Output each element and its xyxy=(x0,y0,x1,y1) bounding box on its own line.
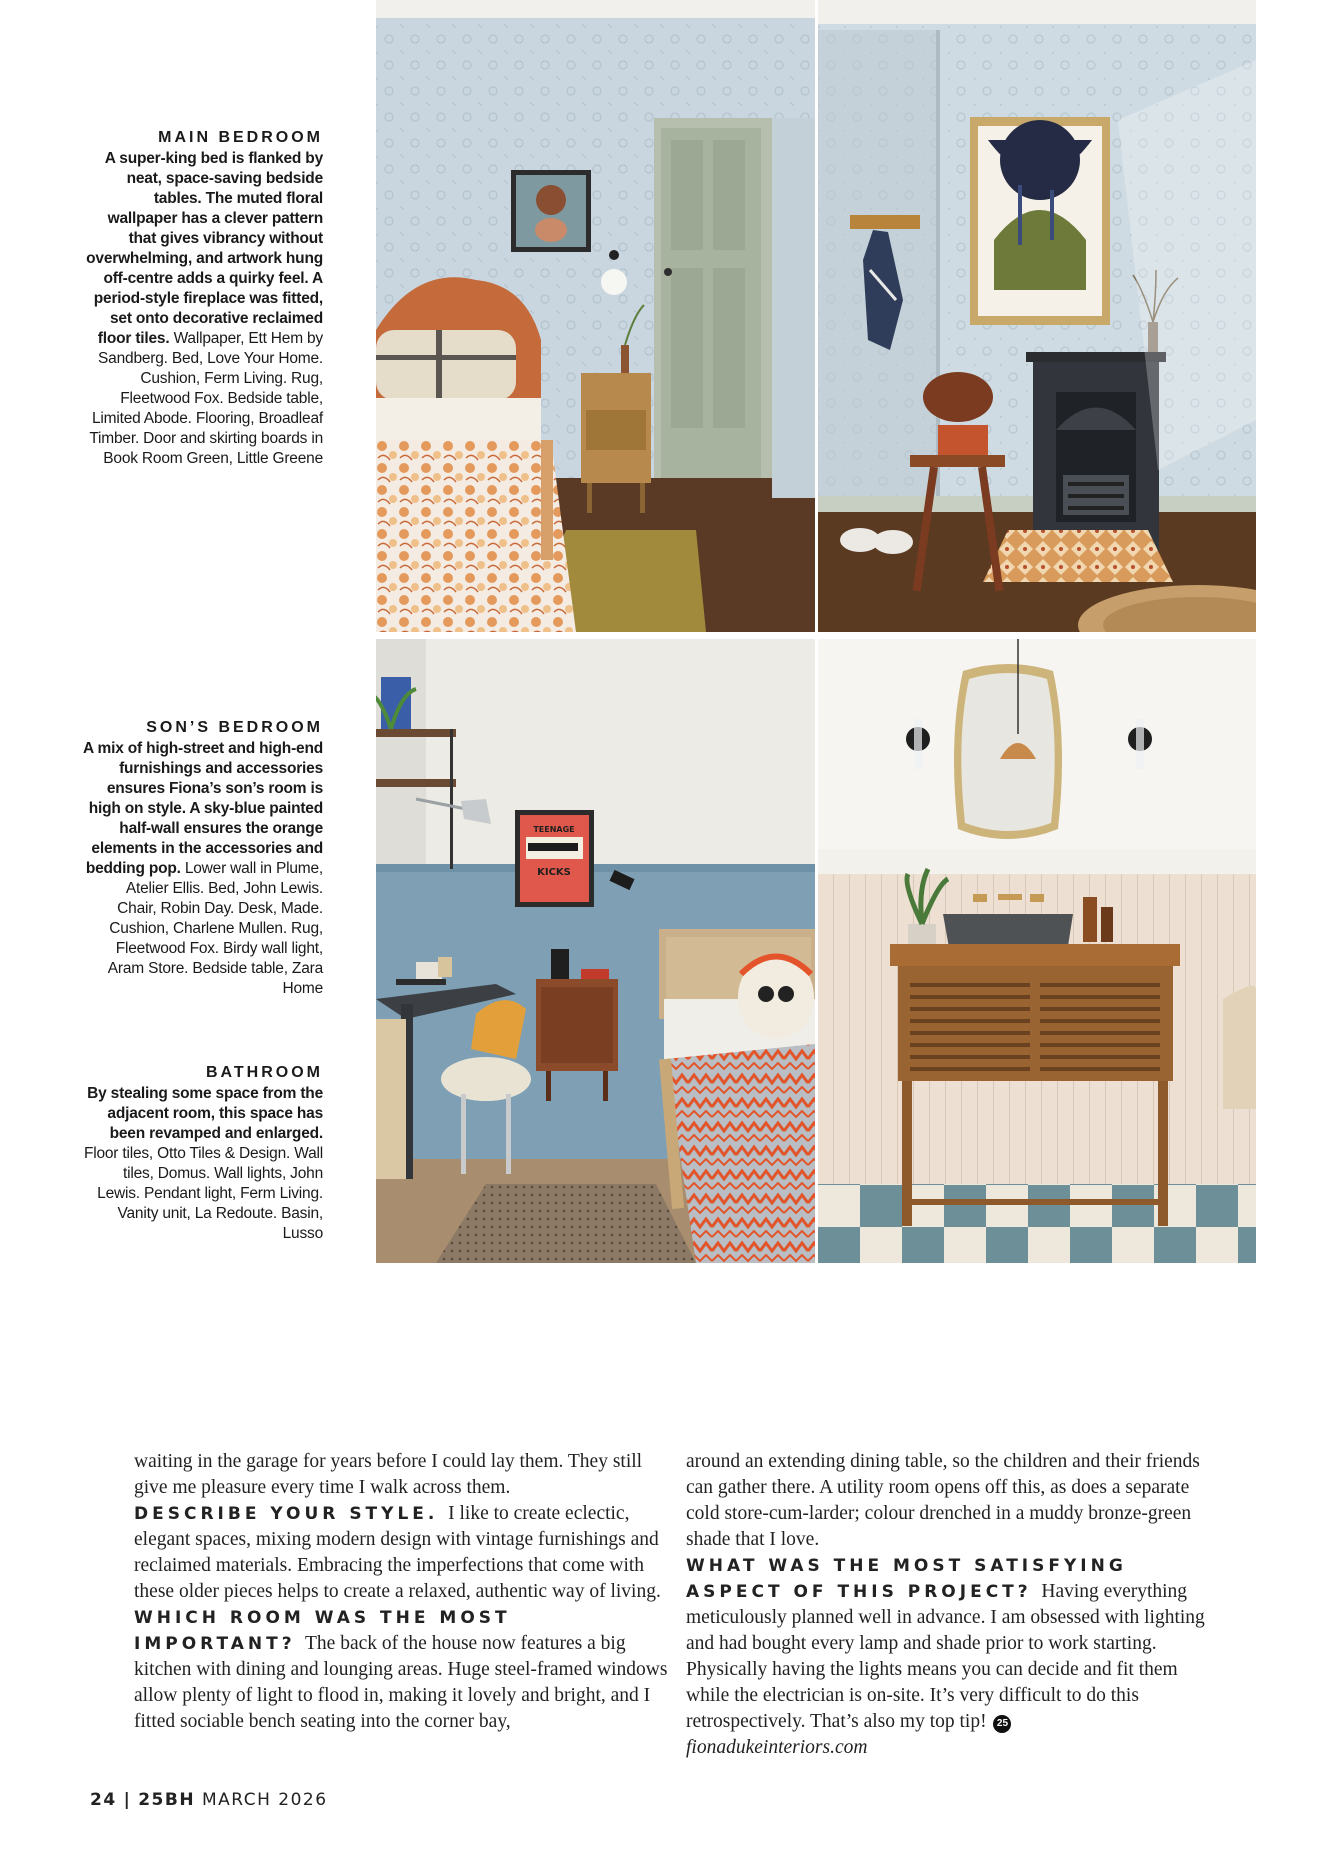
body-paragraph xyxy=(134,1449,669,1501)
body-paragraph xyxy=(134,1605,669,1735)
body-paragraph xyxy=(134,1501,669,1605)
caption-credits: Wallpaper, Ett Hem by Sandberg. Bed, Love Your Home. Cushion, Ferm Living. Rug, Fleetwood Fox. Bedside table, Limited Abode. Flooring, Broadleaf Timber. Door and skirting boards in Book Room Green, Little Greene xyxy=(89,330,323,467)
answer-text: I like to create eclectic, elegant spaces, mixing modern design with vintage furnishings and reclaimed materials. Embracing the imperfections that come with these older pieces helps to create a relaxed, authentic way of living. xyxy=(134,1503,661,1602)
caption-bathroom xyxy=(83,1063,323,1244)
website-credit: fionadukeinteriors.com xyxy=(686,1737,868,1758)
caption-lead: A mix of high-street and high-end furnishings and accessories ensures Fiona’s son’s room is high on style. A sky-blue painted half-wall ensures the orange elements in the accessories and bedding pop. xyxy=(83,740,323,877)
photo-main-bedroom-fireplace xyxy=(818,0,1256,632)
answer-text: The back of the house now features a big kitchen with dining and lounging areas. Huge steel-framed windows allow plenty of light to flood in, making it lovely and bright, and I fitted sociable bench seating into the corner bay, xyxy=(134,1633,668,1732)
question-heading: WHAT WAS THE MOST SATISFYING ASPECT OF THIS PROJECT? xyxy=(686,1556,1127,1602)
body-column-left xyxy=(134,1449,669,1735)
caption-sons-bedroom xyxy=(83,718,323,999)
folio-separator: | xyxy=(123,1790,132,1810)
page-number: 24 xyxy=(90,1790,117,1810)
question-heading: DESCRIBE YOUR STYLE. xyxy=(134,1504,439,1524)
body-paragraph xyxy=(686,1735,1211,1761)
end-mark-icon: 25 xyxy=(993,1715,1011,1733)
body-text: around an extending dining table, so the children and their friends can gather there. A utility room opens off this, as does a separate cold store-cum-larder; colour drenched in a muddy bronze-green shade that I love. xyxy=(686,1451,1200,1550)
poster-text-top: TEENAGE xyxy=(533,825,575,834)
photo-sons-bedroom xyxy=(376,639,815,1263)
body-text: waiting in the garage for years before I could lay them. They still give me pleasure every time I walk across them. xyxy=(134,1451,643,1498)
body-paragraph xyxy=(686,1449,1211,1553)
page-folio xyxy=(90,1790,328,1810)
caption-heading: MAIN BEDROOM xyxy=(158,129,323,146)
body-paragraph xyxy=(686,1553,1211,1735)
answer-text: Having everything meticulously planned well in advance. I am obsessed with lighting and had bought every lamp and shade prior to work starting. Physically having the lights means you can decide and fit them while the electrician is on-site. It’s very difficult to do this retrospectively. That’s also my top tip! xyxy=(686,1581,1205,1732)
caption-credits: Floor tiles, Otto Tiles & Design. Wall tiles, Domus. Wall lights, John Lewis. Pendant light, Ferm Living. Vanity unit, La Redoute. Basin, Lusso xyxy=(83,1145,323,1242)
issue-date: MARCH 2026 xyxy=(201,1790,328,1810)
poster-text-bottom: KICKS xyxy=(537,867,571,878)
caption-heading: SON’S BEDROOM xyxy=(146,719,323,736)
caption-credits: Lower wall in Plume, Atelier Ellis. Bed, John Lewis. Chair, Robin Day. Desk, Made. Cushion, Charlene Mullen. Rug, Fleetwood Fox. Birdy wall light, Aram Store. Bedside table, Zara Home xyxy=(107,860,323,997)
caption-main-bedroom xyxy=(83,128,323,469)
body-column-right xyxy=(686,1449,1211,1761)
question-heading: WHICH ROOM WAS THE MOST IMPORTANT? xyxy=(134,1608,511,1654)
caption-lead: By stealing some space from the adjacent room, this space has been revamped and enlarged. xyxy=(87,1085,323,1142)
caption-heading: BATHROOM xyxy=(205,1064,323,1081)
photo-bathroom xyxy=(818,639,1256,1263)
caption-lead: A super-king bed is flanked by neat, space-saving bedside tables. The muted floral wallpaper has a clever pattern that gives vibrancy without overwhelming, and artwork hung off-centre adds a quirky feel. A period-style fireplace was fitted, set onto decorative reclaimed floor tiles. xyxy=(86,150,323,347)
photo-main-bedroom-bed xyxy=(376,0,815,632)
magazine-brand: 25BH xyxy=(138,1790,196,1810)
